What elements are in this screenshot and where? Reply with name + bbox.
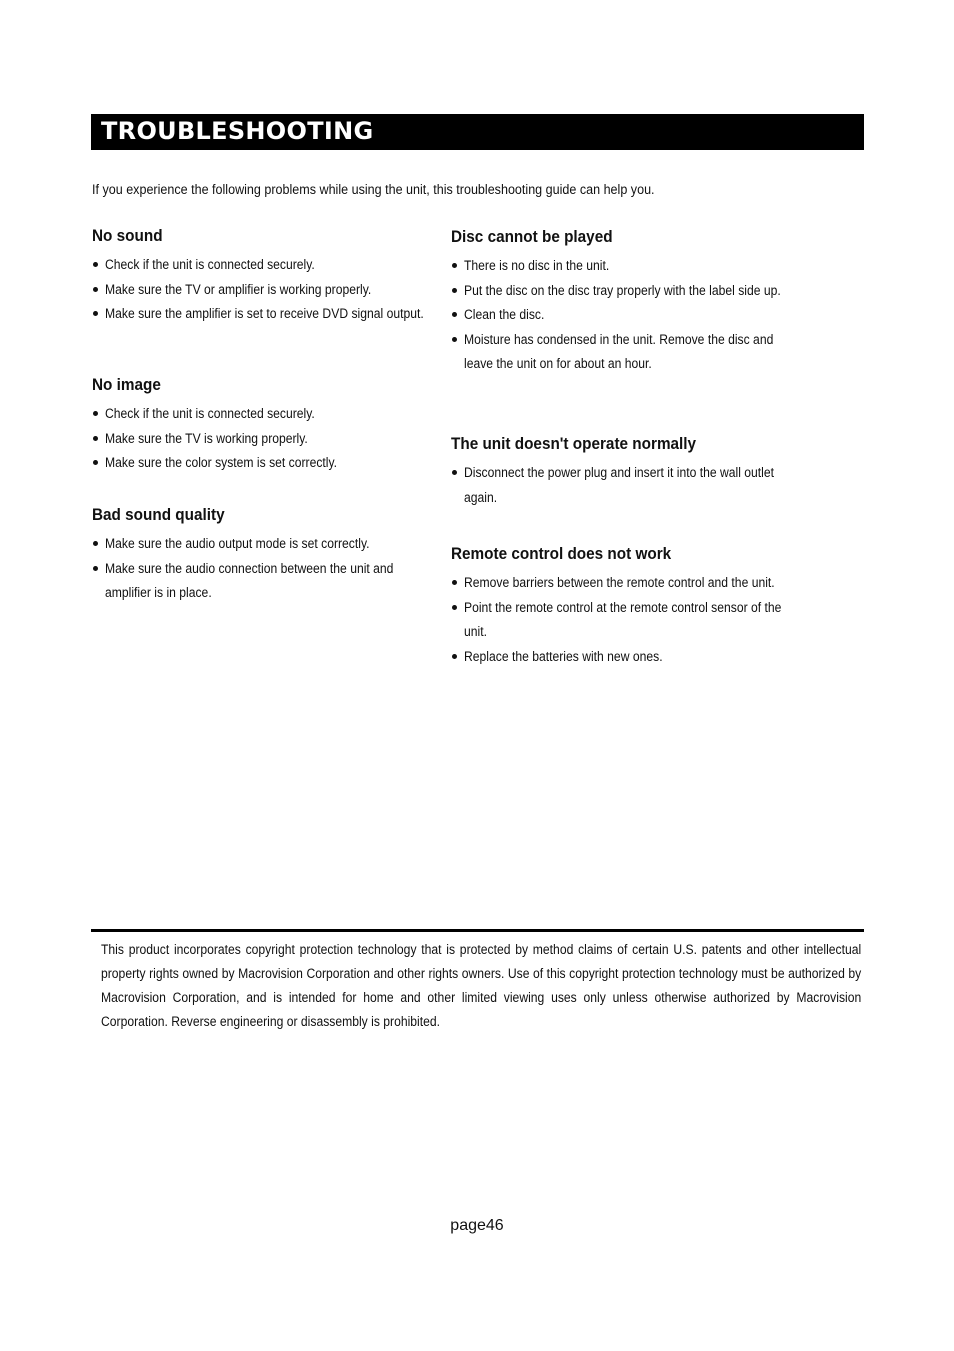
section-bad-sound-quality [92, 504, 422, 606]
list-item-text: Check if the unit is connected securely. [105, 406, 315, 421]
bullet-icon [452, 337, 457, 342]
section-list [92, 253, 422, 327]
list-item [92, 451, 422, 476]
bullet-icon [93, 541, 98, 546]
list-item [92, 557, 422, 606]
list-item [451, 303, 796, 328]
list-item-text: Make sure the amplifier is set to receive DVD signal output. [105, 306, 424, 321]
section-list [451, 571, 796, 669]
section-unit-not-operating [451, 433, 796, 510]
list-item [451, 645, 796, 670]
section-no-image [92, 374, 422, 476]
list-item-text: Moisture has condensed in the unit. Remove the disc and leave the unit on for about an hour. [464, 331, 774, 371]
list-item [92, 402, 422, 427]
intro-text: If you experience the following problems while using the unit, this troubleshooting guide can help you. [92, 182, 655, 197]
list-item [92, 253, 422, 278]
section-remote-control [451, 543, 796, 669]
bullet-icon [452, 263, 457, 268]
list-item-text: Make sure the TV is working properly. [105, 430, 308, 446]
list-item-text: There is no disc in the unit. [464, 258, 610, 273]
list-item [451, 279, 796, 304]
bullet-icon [452, 470, 457, 475]
title-bar [91, 114, 864, 150]
list-item [451, 254, 796, 279]
list-item-text: Make sure the audio connection between the unit and amplifier is in place. [105, 560, 394, 600]
page-title: TROUBLESHOOTING [101, 117, 374, 145]
list-item-text: Disconnect the power plug and insert it into the wall outlet again. [464, 465, 775, 505]
list-item-text: Make sure the audio output mode is set correctly. [105, 536, 370, 551]
section-heading: No sound [92, 226, 163, 245]
section-list [92, 532, 422, 606]
list-item [92, 427, 422, 452]
bullet-icon [93, 436, 98, 441]
list-item [451, 596, 796, 645]
list-item [451, 461, 796, 510]
bullet-icon [93, 287, 98, 292]
section-heading: Remote control does not work [451, 544, 672, 563]
bullet-icon [452, 580, 457, 585]
list-item [92, 532, 422, 557]
list-item [92, 278, 422, 303]
copyright-notice-text: This product incorporates copyright protection technology that is protected by method claims of certain U.S. patents and other intellectual property rights owned by Macrovision Corporation and other rights owners. Use of this copyright protection technology must be authorized by Macrovision Corporation, and is intended for home and other limited viewing uses only unless otherwise authorized by Macrovision Corporation. Reverse engineering or disassembly is prohibited. [101, 942, 862, 1029]
list-item [451, 328, 796, 377]
section-heading: The unit doesn't operate normally [451, 434, 697, 453]
section-heading: Bad sound quality [92, 505, 225, 524]
list-item-text: Put the disc on the disc tray properly with the label side up. [464, 282, 781, 298]
copyright-notice [101, 938, 862, 1034]
bullet-icon [452, 605, 457, 610]
section-disc-cannot-be-played [451, 226, 796, 377]
bullet-icon [93, 460, 98, 465]
list-item-text: Point the remote control at the remote control sensor of the unit. [464, 599, 782, 639]
list-item-text: Make sure the color system is set correctly. [105, 455, 338, 470]
list-item-text: Replace the batteries with new ones. [464, 648, 663, 664]
section-heading: No image [92, 375, 161, 394]
bullet-icon [93, 411, 98, 416]
bullet-icon [452, 654, 457, 659]
list-item-text: Check if the unit is connected securely. [105, 257, 315, 272]
bullet-icon [93, 262, 98, 267]
section-list [92, 402, 422, 476]
section-list [451, 461, 796, 510]
section-heading: Disc cannot be played [451, 227, 613, 246]
bullet-icon [452, 288, 457, 293]
bullet-icon [93, 566, 98, 571]
list-item-text: Remove barriers between the remote control and the unit. [464, 575, 775, 590]
list-item [92, 302, 422, 327]
section-no-sound [92, 225, 422, 327]
bullet-icon [93, 311, 98, 316]
list-item-text: Make sure the TV or amplifier is working properly. [105, 281, 372, 297]
list-item-text: Clean the disc. [464, 307, 545, 322]
page-number: page46 [450, 1217, 504, 1234]
divider [91, 929, 864, 932]
section-list [451, 254, 796, 377]
list-item [451, 571, 796, 596]
bullet-icon [452, 312, 457, 317]
